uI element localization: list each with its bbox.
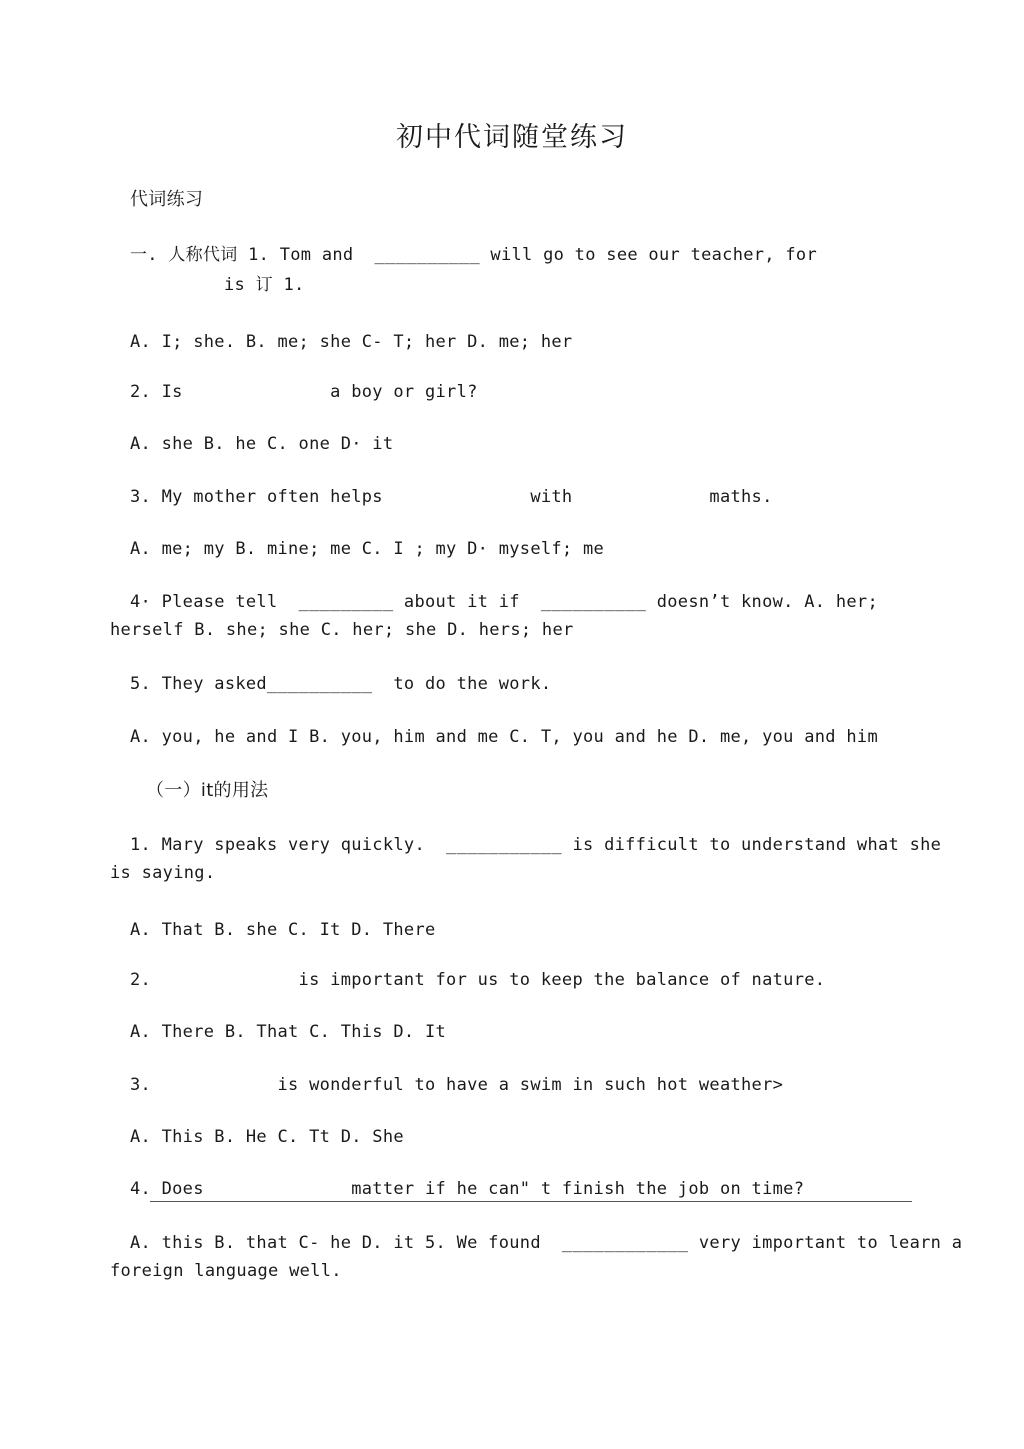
part1-question4-line2: herself B. she; she C. her; she D. hers; her	[110, 620, 574, 640]
part2-question2: 2. is important for us to keep the balance of nature.	[130, 970, 826, 990]
section-heading: 代词练习	[130, 189, 204, 210]
part2-question1-line1: 1. Mary speaks very quickly. ___________ is difficult to understand what she	[130, 835, 942, 855]
part2-question2-options: A. There B. That C. This D. It	[130, 1022, 447, 1042]
part1-question3: 3. My mother often helps with maths.	[130, 487, 773, 507]
part2-heading: （一）it的用法	[146, 780, 269, 801]
part2-question1-line2: is saying.	[110, 863, 216, 883]
part2-question4-options-line2: foreign language well.	[110, 1261, 342, 1281]
document-title: 初中代词随堂练习	[396, 122, 628, 153]
part1-question1-options: A. I; she. B. me; she C- T; her D. me; her	[130, 332, 573, 352]
part2-question4-options-line1: A. this B. that C- he D. it 5. We found ____________ very important to learn a	[130, 1233, 963, 1253]
part1-question3-options: A. me; my B. mine; me C. I ; my D· myself; me	[130, 539, 605, 559]
part1-question2-options: A. she B. he C. one D· it	[130, 434, 394, 454]
part1-question2: 2. Is a boy or girl?	[130, 382, 478, 402]
part2-question3-options: A. This B. He C. Tt D. She	[130, 1127, 404, 1147]
page-divider-line	[150, 1201, 912, 1202]
part1-question1-line1: 一. 人称代词 1. Tom and __________ will go to see our teacher, for	[130, 245, 817, 265]
part1-question5-options: A. you, he and I B. you, him and me C. T, you and he D. me, you and him	[130, 727, 878, 747]
part2-question3: 3. is wonderful to have a swim in such hot weather>	[130, 1075, 784, 1095]
part1-question4-line1: 4· Please tell _________ about it if __________ doesn’t know. A. her;	[130, 592, 878, 612]
part2-question4: 4. Does matter if he can" t finish the job on time?	[130, 1179, 805, 1199]
part2-question1-options: A. That B. she C. It D. There	[130, 920, 436, 940]
part1-question5: 5. They asked__________ to do the work.	[130, 674, 552, 694]
part1-question1-line2: is 订 1.	[224, 275, 305, 295]
